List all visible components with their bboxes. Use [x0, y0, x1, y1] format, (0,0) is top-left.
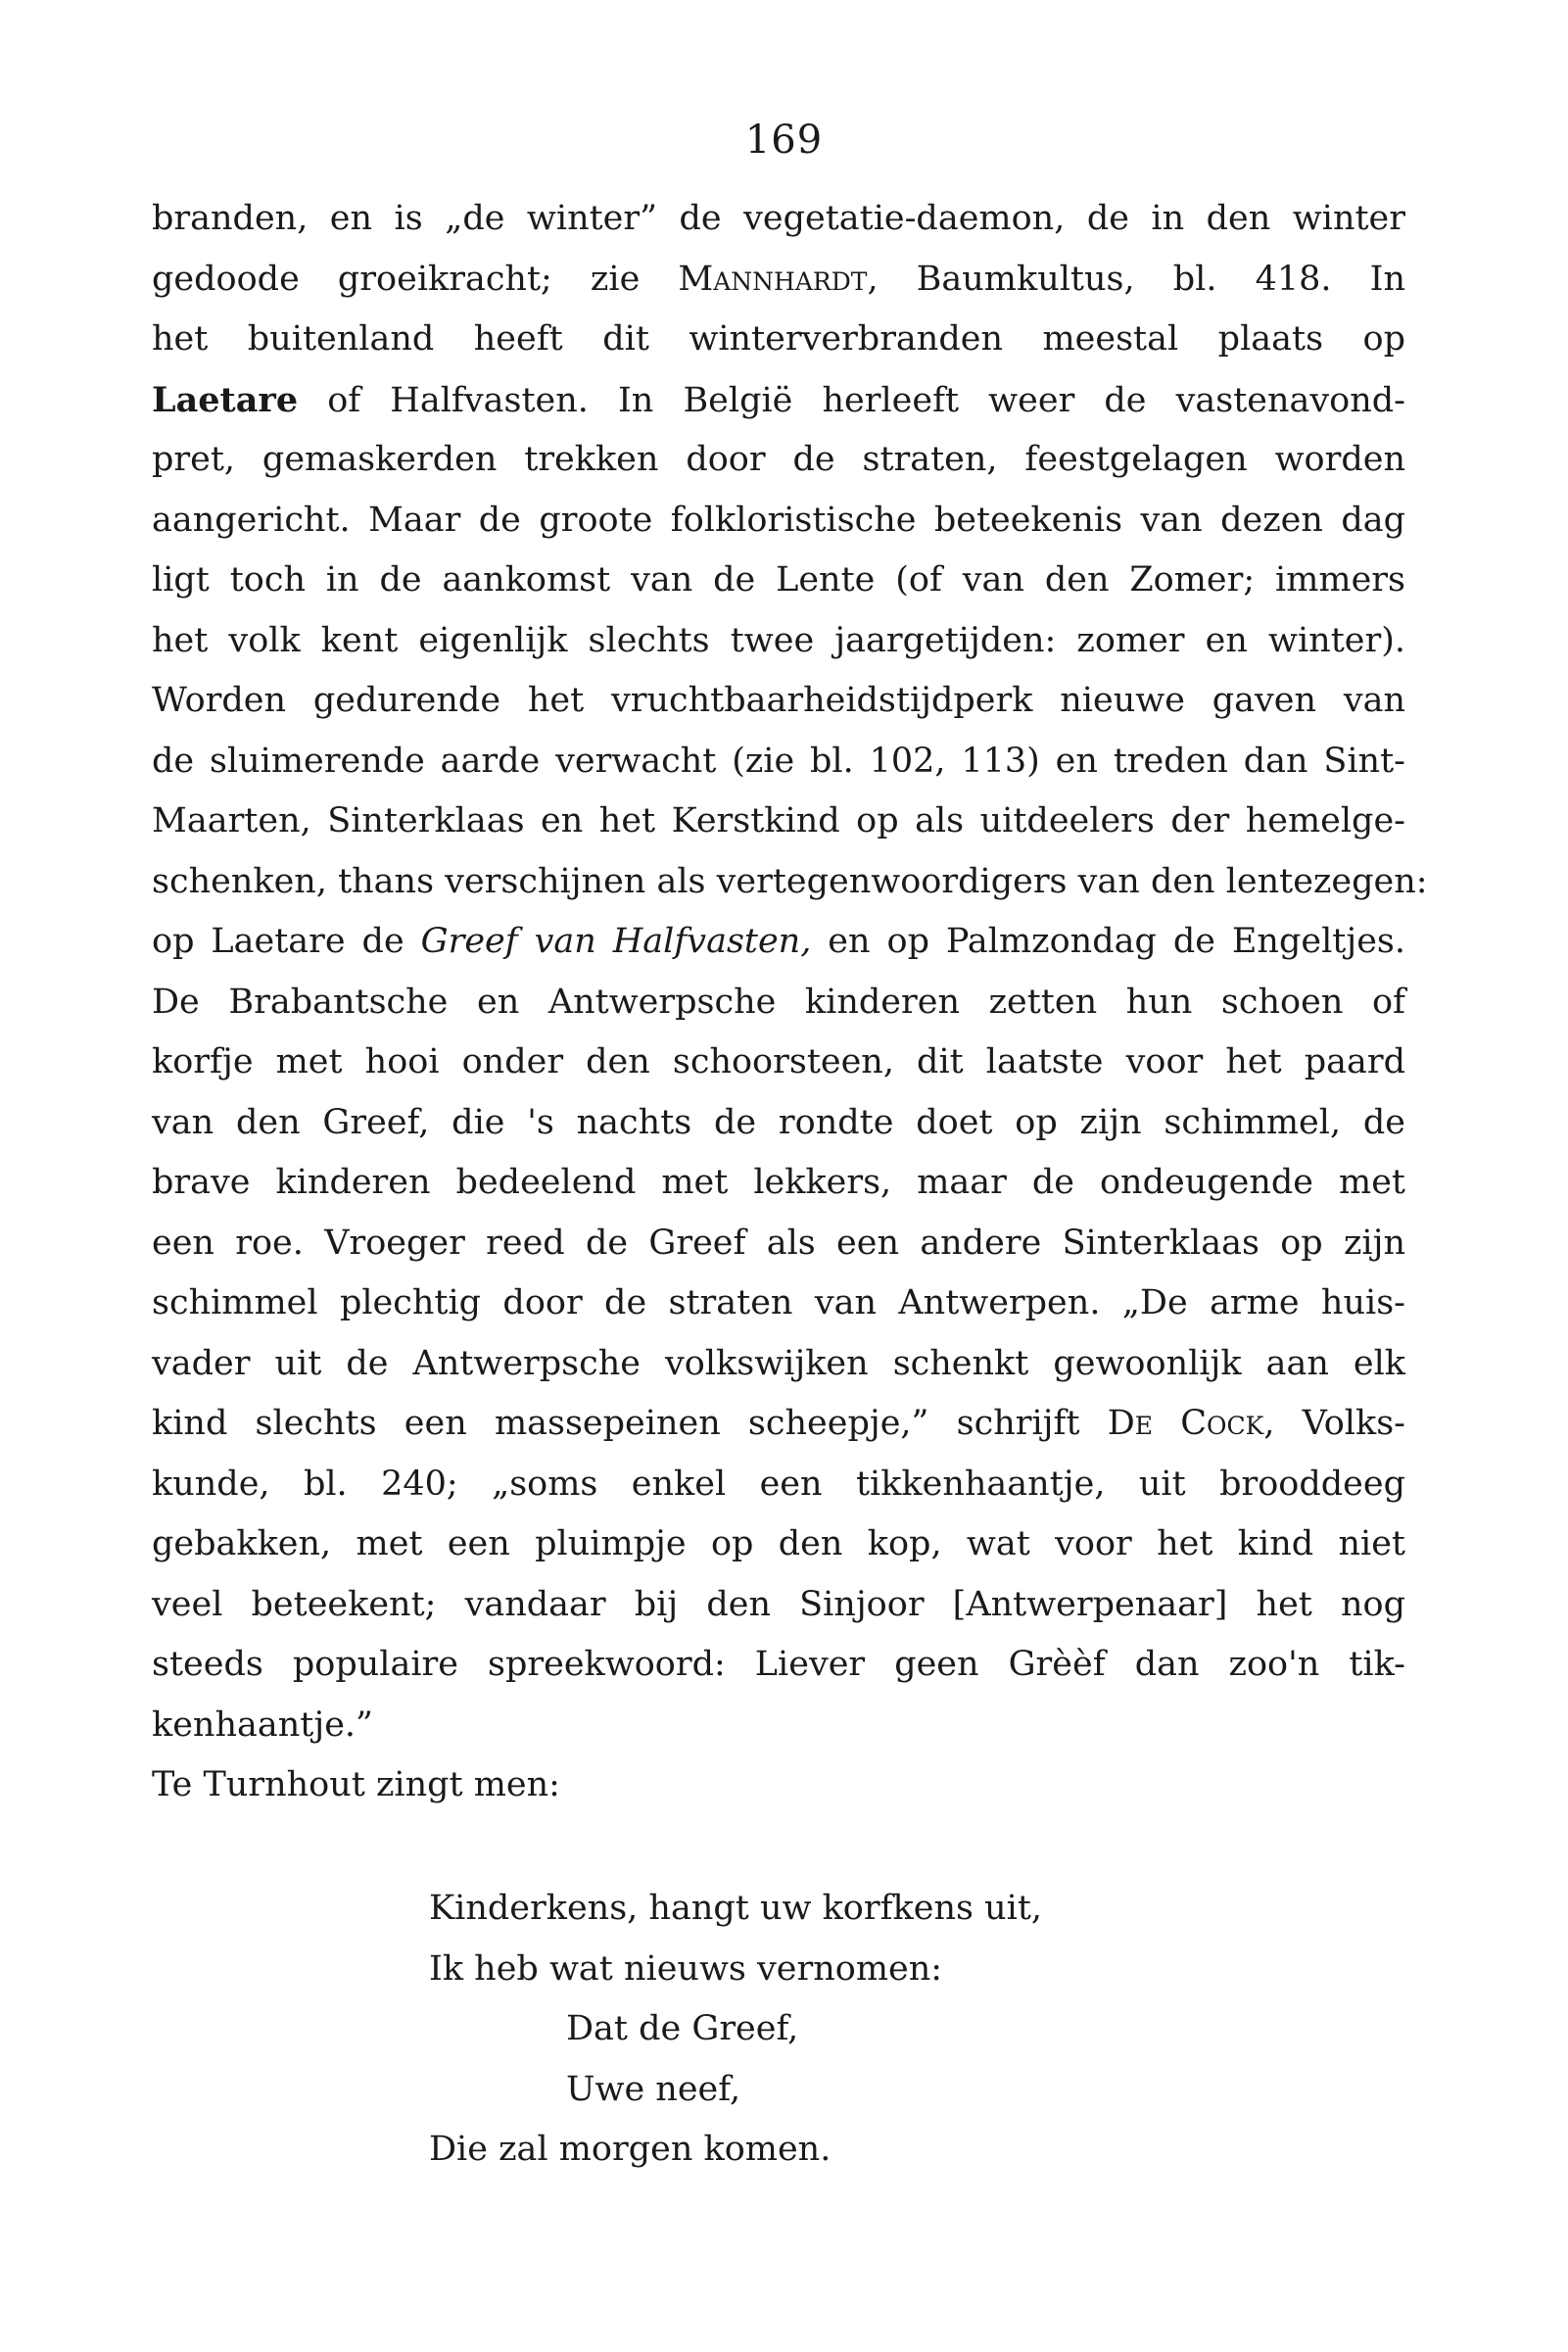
verse-line: Kinderkens, hangt uw korfkens uit,	[429, 1889, 1043, 1928]
text-line: Laetare of Halfvasten. In België herleeft weer de vastenavond-	[152, 379, 1405, 420]
text-line: kenhaantje.”	[152, 1704, 373, 1745]
text-line: Maarten, Sinterklaas en het Kerstkind op als uitdeelers der hemelge-	[152, 801, 1405, 840]
italic-title: Greef van Halfvasten,	[420, 922, 812, 961]
text-line: schenken, thans verschijnen als vertegenwoordigers van den lentezegen:	[152, 861, 1428, 901]
text-line: De Brabantsche en Antwerpsche kinderen zetten hun schoen of	[152, 982, 1405, 1022]
bold-term: Laetare	[152, 379, 299, 420]
text-line: brave kinderen bedeelend met lekkers, maar de ondeugende met	[152, 1163, 1405, 1202]
verse-line: Die zal morgen komen.	[429, 2130, 832, 2169]
text-line: steeds populaire spreekwoord: Liever geen Grèèf dan zoo'n tik-	[152, 1645, 1405, 1684]
text-line: kind slechts een massepeinen scheepje,” schrijft De Cock, Volks-	[152, 1404, 1405, 1443]
text-line: schimmel plechtig door de straten van Antwerpen. „De arme huis-	[152, 1283, 1405, 1322]
text-line: gebakken, met een pluimpje op den kop, wat voor het kind niet	[152, 1524, 1405, 1563]
page-number: 169	[744, 118, 824, 163]
verse-line: Ik heb wat nieuws vernomen:	[429, 1948, 943, 1989]
text-line: gedoode groeikracht; zie Mannhardt, Baumkultus, bl. 418. In	[152, 259, 1405, 299]
text-line: vader uit de Antwerpsche volkswijken schenkt gewoonlijk aan elk	[152, 1343, 1405, 1383]
text-line: de sluimerende aarde verwacht (zie bl. 102, 113) en treden dan Sint-	[152, 741, 1405, 781]
verse-line: Uwe neef,	[566, 2069, 741, 2109]
author-name: Mannhardt	[678, 259, 868, 299]
text-line: een roe. Vroeger reed de Greef als een andere Sinterklaas op zijn	[152, 1223, 1405, 1263]
text-line: pret, gemaskerden trekken door de straten, feestgelagen worden	[152, 440, 1405, 479]
text-line: veel beteekent; vandaar bij den Sinjoor [Antwerpenaar] het nog	[152, 1584, 1405, 1624]
text-line: Worden gedurende het vruchtbaarheidstijdperk nieuwe gaven van	[152, 681, 1405, 720]
body-text	[152, 189, 1428, 1816]
text-line: van den Greef, die 's nachts de rondte doet op zijn schimmel, de	[152, 1102, 1405, 1142]
verse-line: Dat de Greef,	[566, 2009, 799, 2048]
text-line: ligt toch in de aankomst van de Lente (of van den Zomer; immers	[152, 560, 1405, 600]
text-line: op Laetare de Greef van Halfvasten, en op Palmzondag de Engeltjes.	[152, 922, 1405, 961]
verse-block	[429, 1879, 1310, 2181]
author-name: De Cock	[1107, 1404, 1264, 1443]
text-line: aangericht. Maar de groote folkloristische beteekenis van dezen dag	[152, 500, 1405, 540]
text-line: korfje met hooi onder den schoorsteen, dit laatste voor het paard	[152, 1042, 1405, 1081]
text-line: kunde, bl. 240; „soms enkel een tikkenhaantje, uit brooddeeg	[152, 1464, 1405, 1504]
text-line: het volk kent eigenlijk slechts twee jaargetijden: zomer en winter).	[152, 620, 1405, 660]
text-line: Te Turnhout zingt men:	[152, 1765, 560, 1804]
text-line: branden, en is „de winter” de vegetatie-daemon, de in den winter	[152, 199, 1405, 238]
text-line: het buitenland heeft dit winterverbranden meestal plaats op	[152, 319, 1405, 359]
